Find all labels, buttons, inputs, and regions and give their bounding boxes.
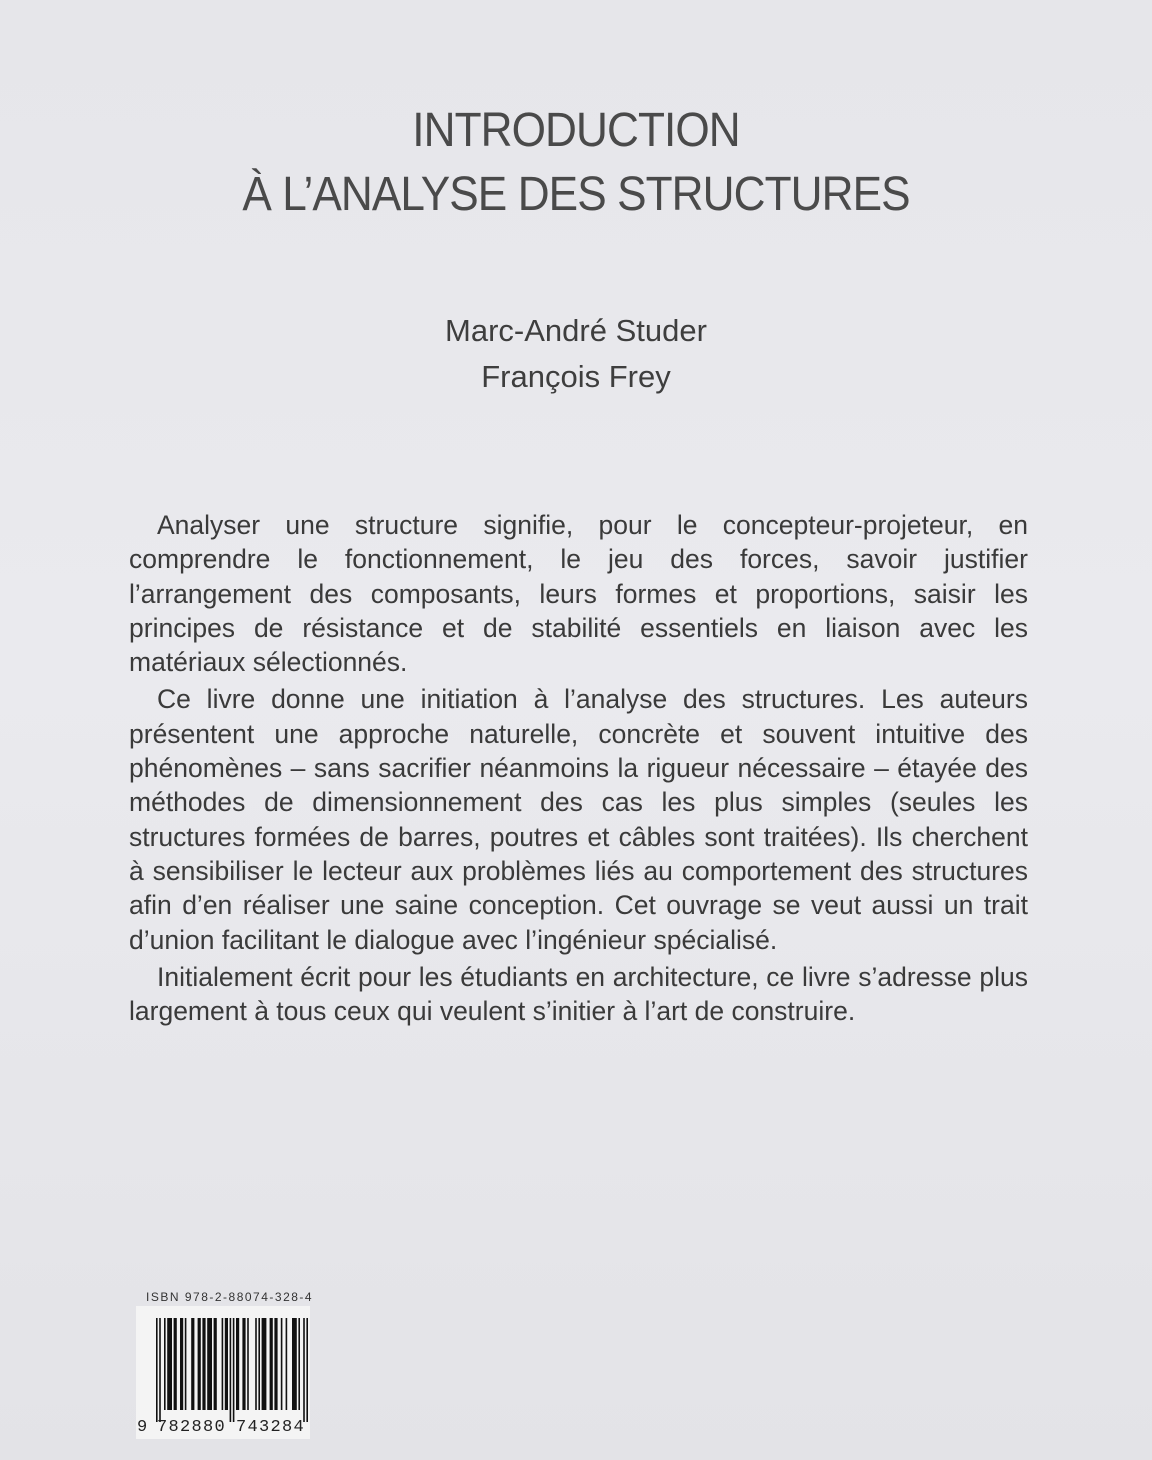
barcode-bar <box>233 1318 235 1422</box>
barcode-bar <box>222 1318 224 1410</box>
barcode-digit-first: 9 <box>137 1418 148 1437</box>
book-title-line-2: À L’ANALYSE DES STRUCTURES <box>242 168 910 221</box>
barcode-bar <box>214 1318 217 1410</box>
barcode-bar <box>167 1318 172 1410</box>
barcode-bar <box>191 1318 194 1410</box>
barcode-bar <box>207 1318 212 1410</box>
barcode-bar <box>258 1318 260 1410</box>
barcode-bar <box>242 1318 245 1410</box>
barcode-bar <box>262 1318 267 1410</box>
barcode-bar <box>274 1318 277 1410</box>
author-name-2: François Frey <box>481 359 671 394</box>
barcode-bar <box>292 1318 297 1410</box>
barcode-bar <box>156 1318 158 1422</box>
book-title-line-1: INTRODUCTION <box>412 104 740 157</box>
isbn-label: ISBN 978-2-88074-328-4 <box>146 1290 314 1304</box>
barcode-bar <box>255 1318 257 1410</box>
barcode-bar <box>198 1318 201 1410</box>
blurb-paragraph-2: Ce livre donne une initiation à l’analyse des structures. Les auteurs présentent une approche naturelle, concrète et souvent intuitive des phénomènes – sans sacrifier néanmoins la rigueur nécessaire – étayée des méthodes de dimensionnement des cas les plus simples (seules les structures formées de barres, poutres et câbles sont traitées). Ils cherchent à sensibiliser le lecteur aux problèmes liés au comportement des structures afin d’en réaliser une saine conception. Cet ouvrage se veut aussi un trait d’union facilitant le dialogue avec l’ingénieur spécialisé. <box>129 684 1028 955</box>
barcode-bar <box>185 1318 187 1410</box>
barcode-digits-left: 782880 <box>157 1418 227 1437</box>
barcode-bar <box>230 1318 232 1422</box>
barcode-bar <box>286 1318 288 1410</box>
barcode-bar <box>174 1318 177 1410</box>
barcode-bar <box>270 1318 273 1410</box>
barcode-bar <box>202 1318 205 1410</box>
blurb-paragraph-3: Initialement écrit pour les étudiants en architecture, ce livre s’adresse plus largement à tous ceux qui veulent s’initier à l’art de construire. <box>129 961 1028 1027</box>
barcode-bar <box>247 1318 249 1410</box>
barcode-bar <box>225 1318 228 1410</box>
barcode-bar <box>306 1318 308 1422</box>
barcode-bar <box>180 1318 183 1410</box>
author-name-1: Marc-André Studer <box>445 313 707 348</box>
barcode-bar <box>236 1318 239 1410</box>
barcode-bar <box>159 1318 161 1422</box>
blurb-paragraph-1: Analyser une structure signifie, pour le concepteur-projeteur, en comprendre le fonctionnement, le jeu des forces, savoir justifier l’arrangement des composants, leurs formes et proportions, saisir les principes de résistance et de stabilité essentiels en liaison avec les matériaux sélectionnés. <box>129 510 1028 678</box>
barcode-bar <box>303 1318 305 1422</box>
barcode-digits-right: 743284 <box>236 1418 306 1437</box>
barcode-bar <box>281 1318 283 1410</box>
barcode-bar <box>298 1318 300 1410</box>
blurb-text <box>129 508 1028 1031</box>
barcode-bar <box>164 1318 166 1410</box>
